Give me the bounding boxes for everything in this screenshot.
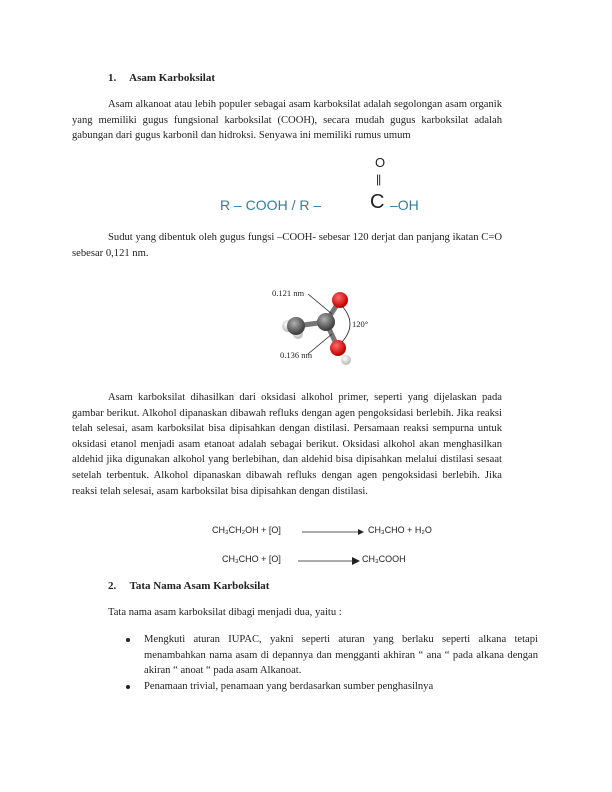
section-number: 1. — [108, 72, 117, 84]
reaction-1-products: CH₃CHO + H₂O — [368, 525, 432, 535]
section-heading-1 — [108, 72, 215, 84]
formula-right: –OH — [390, 197, 419, 213]
naming-rules-list — [108, 632, 538, 694]
formula-oxygen: O — [375, 155, 386, 170]
reaction-equation-2 — [222, 554, 452, 568]
section-title: Tata Nama Asam Karboksilat — [129, 580, 270, 592]
formula-carbon: C — [370, 191, 385, 213]
formula-left: R – COOH / R – — [220, 197, 322, 213]
reaction-2-products: CH₃COOH — [362, 554, 406, 564]
reaction-1-reactants: CH₃CH₂OH + [O] — [212, 525, 281, 535]
bond-angle-label: 120° — [352, 319, 369, 329]
bond-length-top-label: 0.121 nm — [272, 288, 305, 298]
paragraph-oxidation: Asam karboksilat dihasilkan dari oksidasi alkohol primer, seperti yang dijelaskan pada gambar berikut. Alkohol dipanaskan dibawah refluks dengan agen pengoksidasi berlebih. Jika reaksi telah selesai, asam karboksilat bisa dipisahkan dengan distilasi. Persamaan reaksi sempurna untuk oksidasi etanol menjadi asam etanoat adalah sebagai berikut. Oksidasi alkohol akan menghasilkan aldehid jika digunakan alkohol yang berlebihan, dan aldehid bisa dipisahkan melalui distilasi sesaat setelah terbentuk. Alkohol dipanaskan dibawah refluks dengan agen pengoksidasi berlebih. Jika reaksi telah selesai, asam karboksilat bisa dipisahkan dengan distilasi. — [72, 392, 502, 497]
bond-length-bottom-label: 0.136 nm — [280, 350, 313, 360]
carboxyl-molecule-figure — [268, 272, 369, 370]
bullet-icon — [126, 685, 130, 689]
list-item-text: Penamaan trivial, penamaan yang berdasarkan sumber penghasilnya — [144, 680, 434, 692]
reaction-1-arrow — [302, 528, 364, 536]
section-number: 2. — [108, 580, 117, 592]
list-item — [108, 679, 538, 695]
reaction-2-arrow — [298, 557, 360, 565]
list-item — [108, 632, 538, 679]
bullet-icon — [126, 638, 130, 642]
reaction-equation-1 — [212, 525, 452, 539]
formula-double-bond: || — [376, 172, 381, 186]
section-heading-2 — [108, 580, 269, 592]
general-formula — [220, 155, 440, 217]
section-title: Asam Karboksilat — [129, 72, 216, 84]
naming-intro: Tata nama asam karboksilat dibagi menjadi dua, yaitu : — [108, 607, 342, 618]
list-item-text: Mengkuti aturan IUPAC, yakni seperti aturan yang berlaku seperti alkana tetapi menambahkan nama asam di depannya dan mengganti akhiran “ ana “ pada alkana dengan akiran “ anoat “ pada asam Alkanoat. — [144, 634, 538, 677]
paragraph-definition: Asam alkanoat atau lebih populer sebagai asam karboksilat adalah segolongan asam organik yang memiliki gugus fungsional karboksilat (COOH), secara mudah gugus karboksilat adalah gabungan dari gugus karbonil dan hidroksi. Senyawa ini memiliki rumus umum — [72, 99, 502, 142]
paragraph-angle: Sudut yang dibentuk oleh gugus fungsi –COOH- sebesar 120 derjat dan panjang ikatan C=O sebesar 0,121 nm. — [72, 232, 502, 259]
reaction-2-reactants: CH₃CHO + [O] — [222, 554, 281, 564]
